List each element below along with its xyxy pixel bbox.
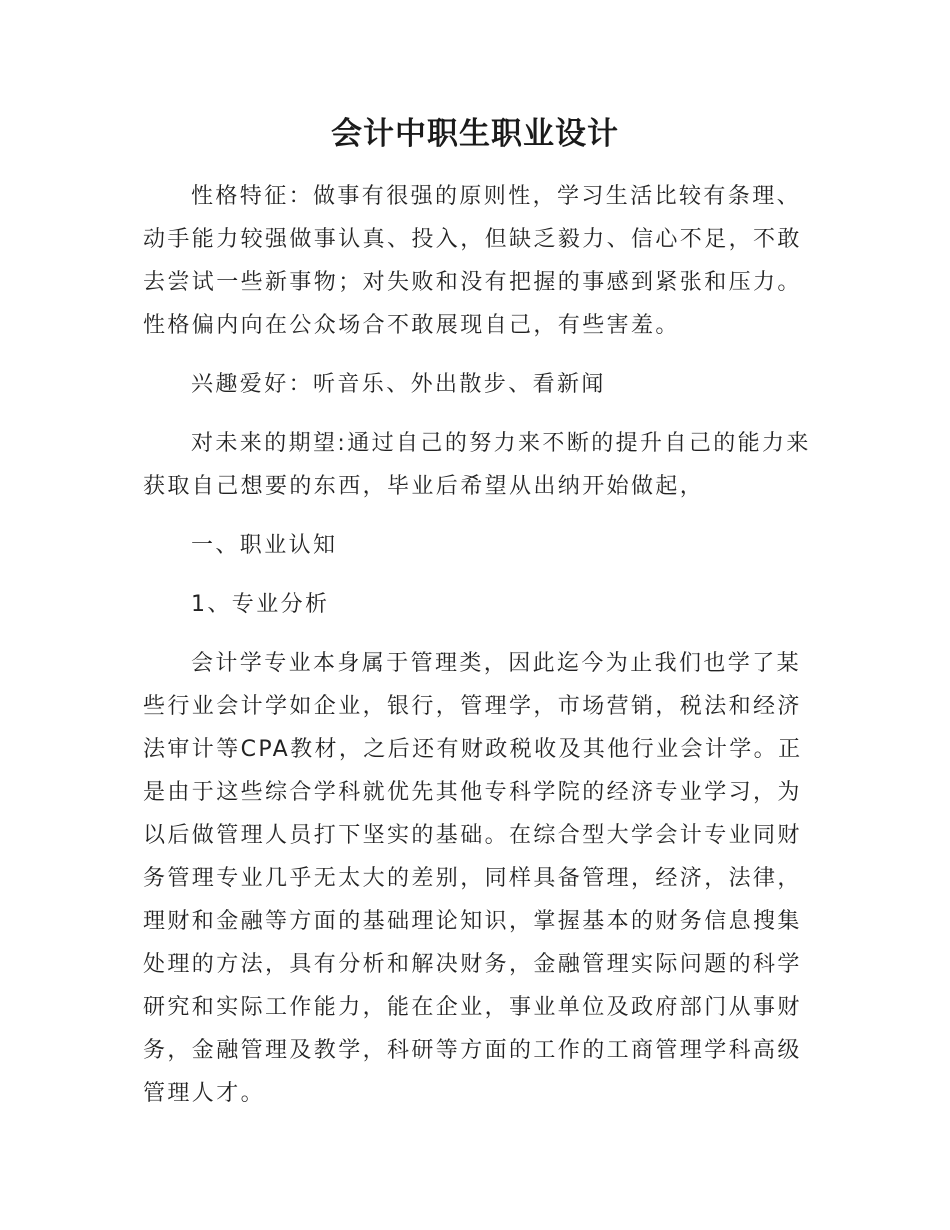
paragraph-major-analysis: 会计学专业本身属于管理类，因此迄今为止我们也学了某些行业会计学如企业，银行，管理学，市场营销，税法和经济法审计等CPA教材，之后还有财政税收及其他行业会计学。正是由于这些综合学科就优先其他专科学院的经济专业学习，为以后做管理人员打下坚实的基础。在综合型大学会计专业同财务管理专业几乎无太大的差别，同样具备管理，经济，法律，理财和金融等方面的基础理论知识，掌握基本的财务信息搜集处理的方法，具有分析和解决财务，金融管理实际问题的科学研究和实际工作能力，能在企业，事业单位及政府部门从事财务，金融管理及教学，科研等方面的工作的工商管理学科高级管理人才。 (143, 651, 803, 1106)
paragraph-interests: 兴趣爱好：听音乐、外出散步、看新闻 (191, 372, 606, 397)
subsection-heading-major-analysis: 1、专业分析 (191, 592, 330, 617)
paragraph-expectations: 对未来的期望:通过自己的努力来不断的提升自己的能力来获取自己想要的东西，毕业后希望从出纳开始做起， (143, 431, 811, 499)
document-title: 会计中职生职业设计 (331, 116, 619, 152)
paragraph-personality: 性格特征：做事有很强的原则性，学习生活比较有条理、动手能力较强做事认真、投入，但缺乏毅力、信心不足，不敢去尝试一些新事物；对失败和没有把握的事感到紧张和压力。性格偏内向在公众场合不敢展现自己，有些害羞。 (143, 184, 802, 338)
section-heading-career-cognition: 一、职业认知 (191, 533, 338, 558)
document-body (143, 175, 813, 1115)
